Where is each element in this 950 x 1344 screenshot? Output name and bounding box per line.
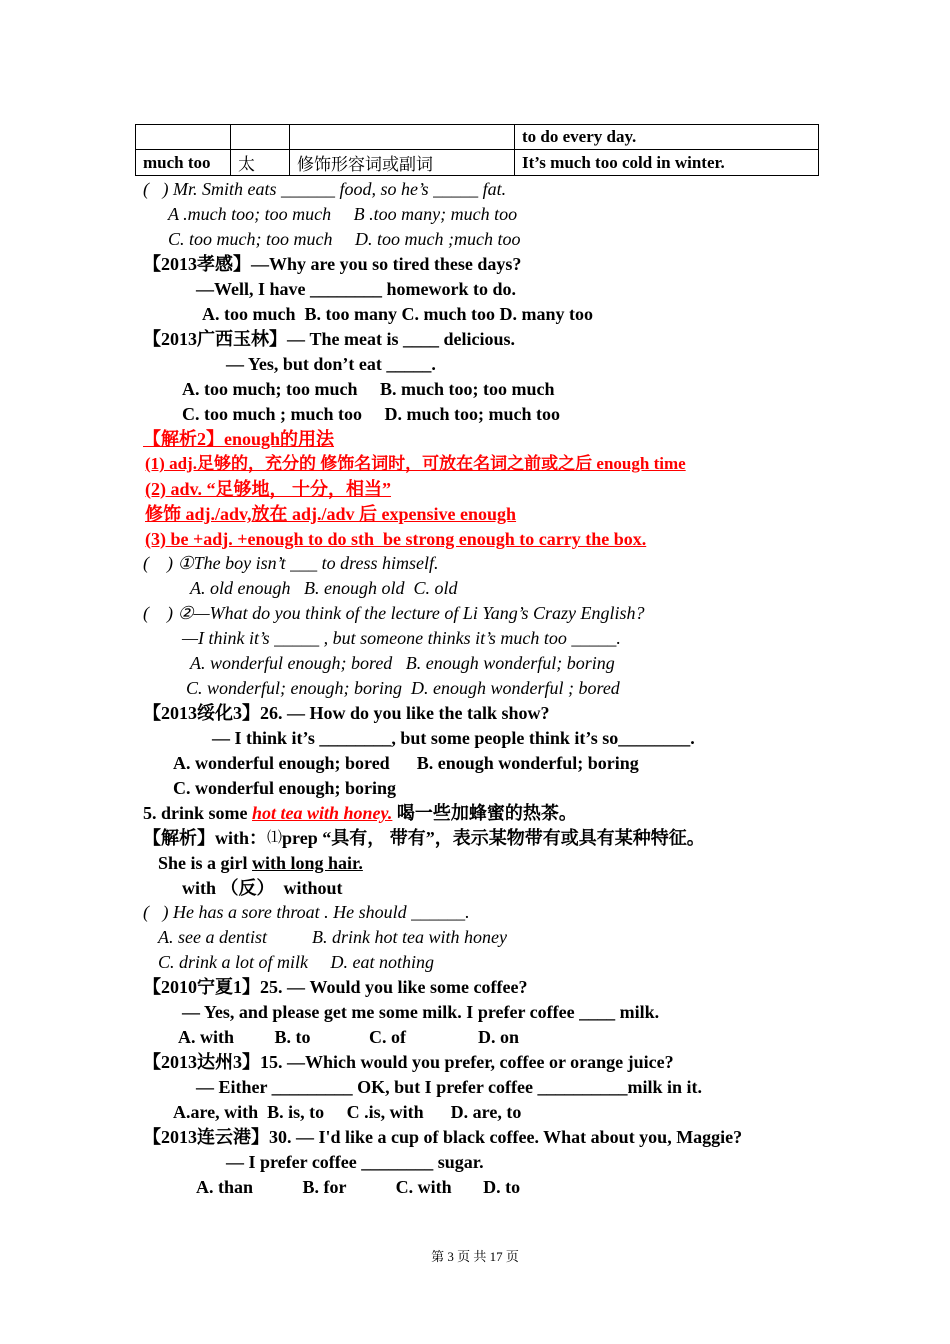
option-text: A. wonderful enough; bored B. enough wonderful; boring [190,653,615,673]
analysis-heading: 【解析2】enough的用法 [143,429,335,449]
option-text: A.are, with B. is, to C .is, with D. are, to [173,1102,522,1122]
option-text: A. too much B. too many C. much too D. many too [202,304,593,324]
analysis-label: 【解析】with： [143,828,268,848]
table-cell [231,125,290,150]
question-text: ( ) ②—What do you think of the lecture of Li Yang’s Crazy English? [143,603,645,623]
table-cell: much too [136,150,231,176]
option-text: A. see a dentist B. drink hot tea with honey [158,927,507,947]
table-cell [136,125,231,150]
vocabulary-table [135,124,819,176]
option-text: A. with B. to C. of D. on [178,1027,520,1047]
exam-question: — I prefer coffee ________ sugar. [226,1152,484,1172]
option-text: A. than B. for C. with D. to [196,1177,521,1197]
table-cell: 太 [231,150,290,176]
question-text: —I think it’s _____ , but someone thinks it’s much too _____. [182,628,621,648]
analysis-text [143,826,705,850]
table-row [136,150,819,176]
exam-question: 【2013广西玉林】— The meat is ____ delicious. [143,329,515,349]
phrase-heading [143,801,577,825]
table-cell: It’s much too cold in winter. [515,150,819,176]
analysis-text: (1) adj.足够的，充分的 修饰名词时，可放在名词之前或之后 enough time [145,454,686,473]
table-cell [290,125,515,150]
exam-question: —Well, I have ________ homework to do. [196,279,517,299]
option-text: C. too much ; much too D. much too; much too [182,404,560,424]
option-text: A. wonderful enough; bored B. enough wonderful; boring [173,753,639,773]
example-start: She is a girl [158,853,248,873]
exam-question: — Yes, but don’t eat _____. [226,354,436,374]
analysis-text: (2) adv. “足够地， 十分，相当” [145,479,392,499]
example-underlined: with long hair. [252,853,363,873]
analysis-definition: prep “具有， 带有”，表示某物带有或具有某种特征。 [282,828,705,848]
analysis-text: (3) be +adj. +enough to do sth be strong enough to carry the box. [145,529,647,549]
phrase-highlight: hot tea with honey. [252,803,393,823]
table-row [136,125,819,150]
question-text: ( ) He has a sore throat . He should ______. [143,902,470,922]
option-text: A .much too; too much B .too many; much too [168,204,518,224]
exam-question: 【2013达州3】15. —Which would you prefer, coffee or orange juice? [143,1052,674,1072]
exam-question: 【2013连云港】30. — I'd like a cup of black coffee. What about you, Maggie? [143,1127,743,1147]
exam-question: 【2013孝感】—Why are you so tired these days? [143,254,522,274]
option-text: C. too much; too much D. too much ;much too [168,229,521,249]
example-sentence [158,851,363,875]
option-text: C. wonderful enough; boring [173,778,397,798]
option-text: A. old enough B. enough old C. old [190,578,458,598]
exam-question: 【2010宁夏1】25. — Would you like some coffee? [143,977,528,997]
exam-question: — Either _________ OK, but I prefer coffee __________milk in it. [196,1077,702,1097]
option-text: A. too much; too much B. much too; too much [182,379,555,399]
exam-question: — I think it’s ________, but some people think it’s so________. [212,728,695,748]
phrase-label: 5. drink some [143,803,248,823]
option-text: C. drink a lot of milk D. eat nothing [158,952,434,972]
table-cell: 修饰形容词或副词 [290,150,515,176]
exam-question: — Yes, and please get me some milk. I prefer coffee ____ milk. [182,1002,660,1022]
question-text: ( ) Mr. Smith eats ______ food, so he’s _____ fat. [143,179,507,199]
analysis-text: 修饰 adj./adv,放在 adj./adv 后 expensive enough [145,504,517,524]
antonym-note: with （反） without [182,878,343,898]
exam-question: 【2013绥化3】26. — How do you like the talk show? [143,703,550,723]
option-text: C. wonderful; enough; boring D. enough wonderful ; bored [186,678,620,698]
phrase-translation: 喝一些加蜂蜜的热茶。 [396,803,577,823]
question-text: ( ) ①The boy isn’t ___ to dress himself. [143,553,439,573]
table-cell: to do every day. [515,125,819,150]
list-marker: ⑴ [267,830,283,846]
page-footer: 第 3 页 共 17 页 [431,1249,519,1264]
